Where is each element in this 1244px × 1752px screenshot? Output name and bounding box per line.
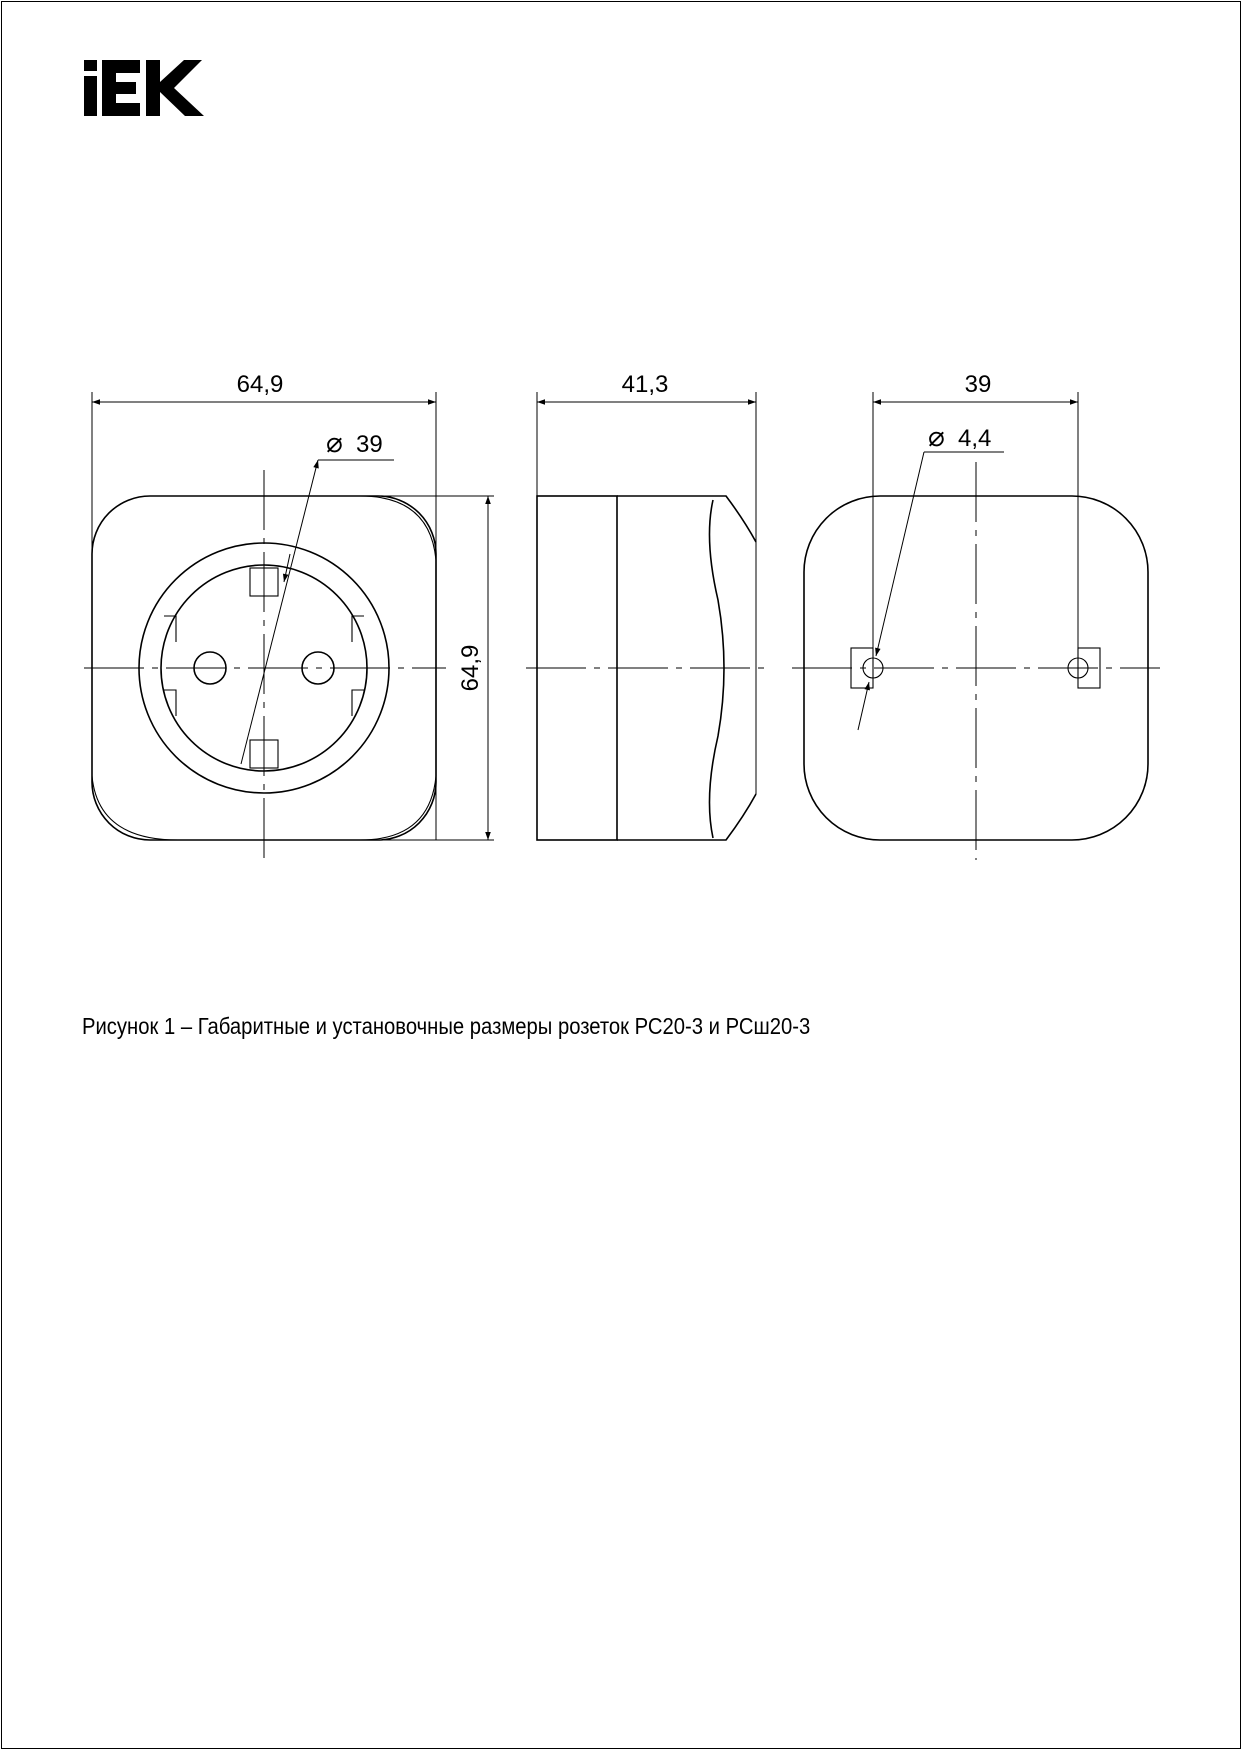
side-cover-front-curve	[709, 500, 724, 838]
back-view	[792, 371, 1160, 860]
side-view	[526, 371, 768, 840]
hole-diameter-symbol: ⌀	[928, 421, 945, 452]
back-spacing-label: 39	[964, 371, 992, 398]
figure-caption: Рисунок 1 – Габаритные и установочные размеры розеток РС20-3 и РСш20-3	[82, 1013, 811, 1039]
front-width-label: 64,9	[236, 371, 284, 398]
front-view	[84, 371, 494, 862]
hole-diameter-label: 4,4	[958, 425, 992, 452]
ring-diameter-label: 39	[356, 431, 383, 458]
side-depth-label: 41,3	[621, 371, 669, 398]
ring-diameter-symbol: ⌀	[326, 427, 343, 458]
front-height-label: 64,9	[457, 644, 484, 692]
